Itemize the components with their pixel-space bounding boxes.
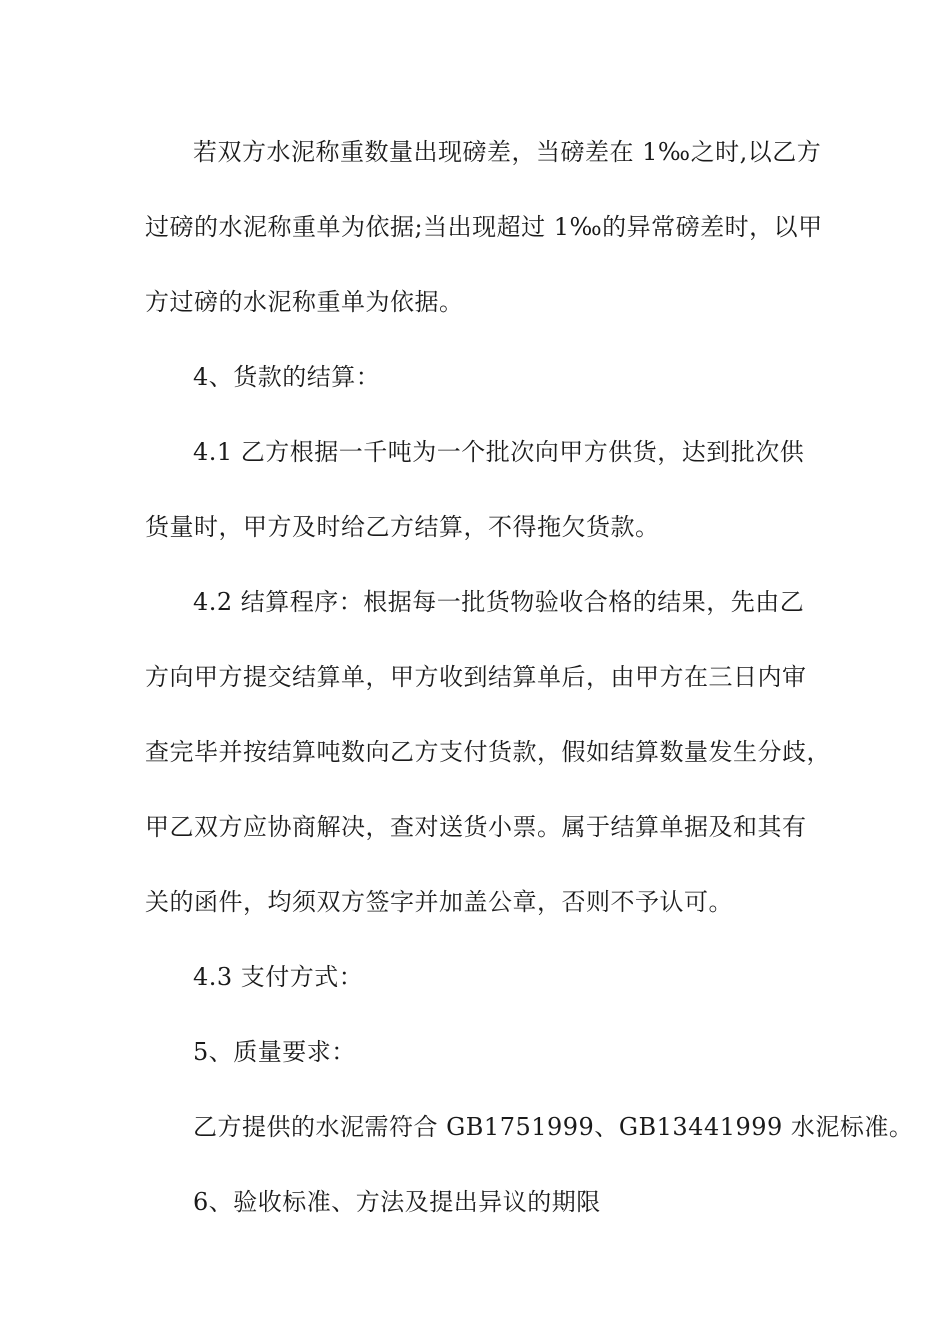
clause-4-2-line-2: 方向甲方提交结算单，甲方收到结算单后，由甲方在三日内审 [145, 663, 807, 691]
clause-4-3-payment-method: 4.3 支付方式： [193, 963, 364, 991]
clause-4-2-line-1: 4.2 结算程序：根据每一批货物验收合格的结果，先由乙 [193, 588, 805, 616]
quality-standard-line: 乙方提供的水泥需符合 GB1751999、GB13441999 水泥标准。 [193, 1113, 914, 1141]
paragraph-line-weighing-difference-3: 方过磅的水泥称重单为依据。 [145, 288, 464, 316]
section-heading-acceptance-standards: 6、验收标准、方法及提出异议的期限 [193, 1188, 601, 1216]
section-heading-quality-requirements: 5、质量要求： [193, 1038, 356, 1066]
clause-4-2-line-3: 查完毕并按结算吨数向乙方支付货款，假如结算数量发生分歧， [145, 738, 831, 766]
clause-4-1-line-1: 4.1 乙方根据一千吨为一个批次向甲方供货，达到批次供 [193, 438, 805, 466]
paragraph-line-weighing-difference-2: 过磅的水泥称重单为依据;当出现超过 1‰的异常磅差时，以甲 [145, 213, 823, 241]
clause-4-2-line-5: 关的函件，均须双方签字并加盖公章，否则不予认可。 [145, 888, 733, 916]
clause-4-2-line-4: 甲乙双方应协商解决，查对送货小票。属于结算单据及和其有 [145, 813, 807, 841]
section-heading-payment-settlement: 4、货款的结算： [193, 363, 381, 391]
paragraph-line-weighing-difference-1: 若双方水泥称重数量出现磅差，当磅差在 1‰之时,以乙方 [193, 138, 822, 166]
clause-4-1-line-2: 货量时，甲方及时给乙方结算，不得拖欠货款。 [145, 513, 660, 541]
